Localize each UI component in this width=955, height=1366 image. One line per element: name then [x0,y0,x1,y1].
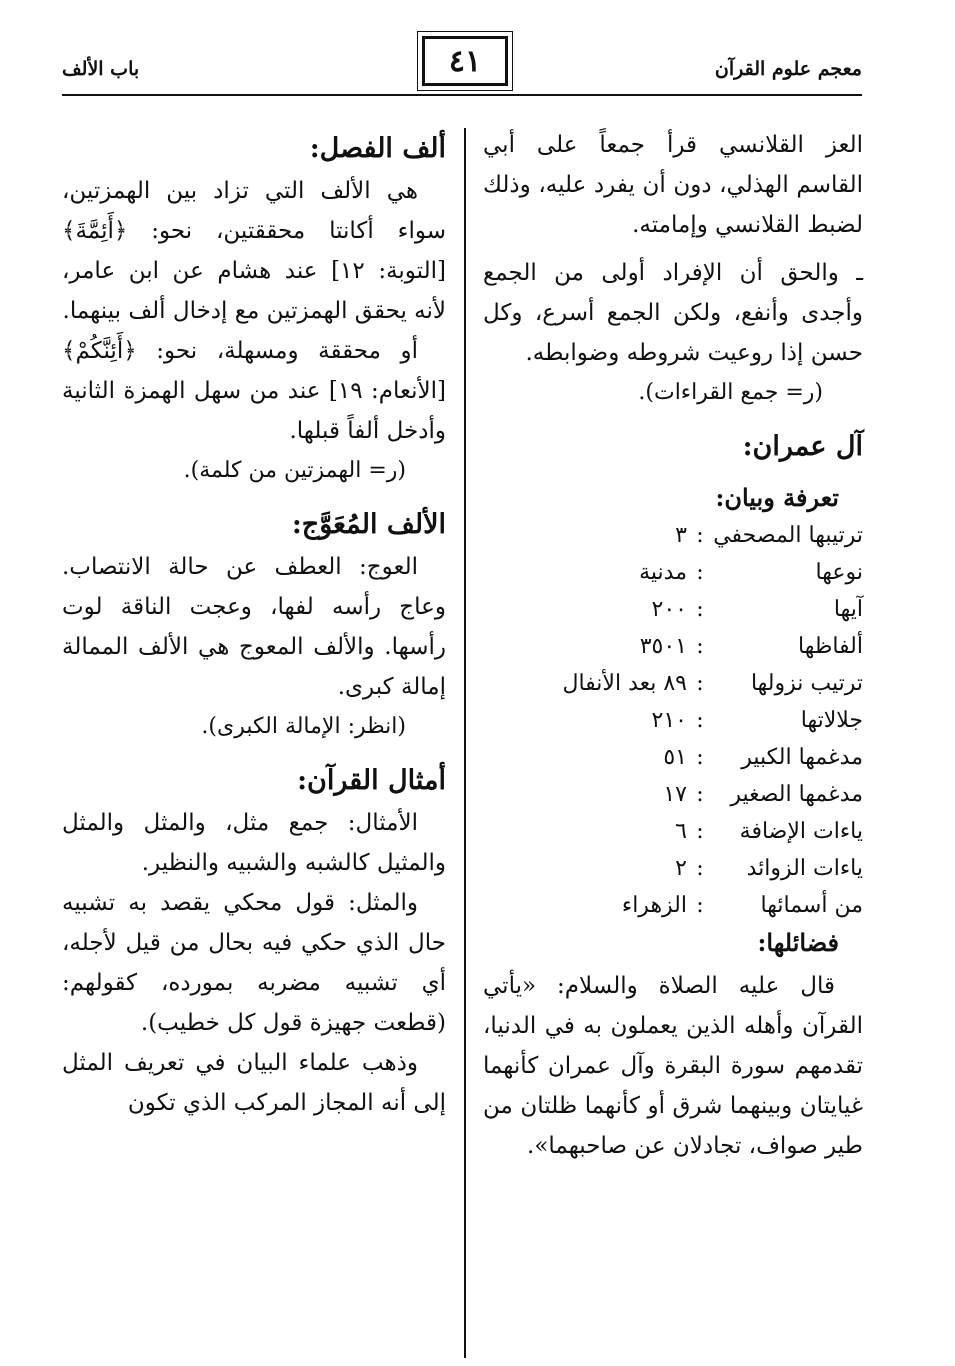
info-row [483,665,863,702]
entry-heading: أمثال القرآن: [297,765,446,796]
paragraph: والمثل: قول محكي يقصد به تشبيه حال الذي حكي فيه بحال من قيل لأجله، أي تشبيه مضربه بمورده، كقولهم: (قطعت جهيزة قول كل خطيب). [62,890,446,1036]
info-row [483,850,863,887]
info-row [483,739,863,776]
info-value: ١٧ [663,782,687,807]
info-separator: : [696,819,704,844]
info-row [483,554,863,591]
info-separator: : [696,745,704,770]
info-separator: : [696,560,704,585]
info-value: ٢ [675,856,687,881]
info-row [483,591,863,628]
entry-heading: ألف الفصل: [309,133,446,164]
info-key: ترتيبها المصحفي [713,523,863,548]
info-separator: : [696,782,704,807]
info-key: ياءات الزوائد [746,856,863,881]
info-separator: : [696,856,704,881]
info-separator: : [696,893,704,918]
paragraph: هي الألف التي تزاد بين الهمزتين، سواء أكانتا محققتين، نحو: ﴿أَئِمَّةَ﴾ [التوبة: ١٢] عند هشام عن ابن عامر، لأنه يحقق الهمزتين مع إدخال ألف بينهما. [62,178,446,324]
info-value: ٥١ [663,745,687,770]
info-key: مدغمها الكبير [741,745,863,770]
info-row [483,813,863,850]
info-row [483,628,863,665]
info-key: ياءات الإضافة [739,819,863,844]
cross-reference: (ر= الهمزتين من كلمة). [183,458,406,483]
entry-heading: آل عمران: [742,431,863,462]
paragraph: ـ والحق أن الإفراد أولى من الجمع وأجدى وأنفع، ولكن الجمع أسرع، وكل حسن إذا روعيت شروطه وضوابطه. [483,260,863,366]
chapter-title: باب الألف [62,58,140,80]
info-key: ألفاظها [797,634,863,659]
surah-info-table [483,517,863,924]
paragraph: العز القلانسي قرأ جمعاً على أبي القاسم الهذلي، دون أن يفرد عليه، وذلك لضبط القلانسي وإمامته. [483,132,863,238]
info-row [483,887,863,924]
info-key: ترتيب نزولها [750,671,863,696]
info-key: من أسمائها [760,893,863,918]
info-separator: : [696,597,704,622]
paragraph: العوج: العطف عن حالة الانتصاب. وعاج رأسه لفها، وعجت الناقة لوت رأسها. والألف المعوج هي الألف الممالة إمالة كبرى. [62,554,446,700]
info-separator: : [696,708,704,733]
info-key: آيها [833,597,863,622]
info-value: الزهراء [621,893,687,918]
info-separator: : [696,634,704,659]
info-separator: : [696,671,704,696]
page-number: ٤١ [422,36,508,86]
info-row [483,776,863,813]
paragraph: الأمثال: جمع مثل، والمثل والمثل والمثيل كالشبه والشبيه والنظير. [62,810,446,876]
book-title: معجم علوم القرآن [714,58,862,80]
info-separator: : [696,523,704,548]
info-value: ٢١٠ [651,708,687,733]
info-row [483,702,863,739]
page-header [62,28,862,88]
info-value: ٨٩ بعد الأنفال [562,671,687,696]
header-rule [62,94,862,96]
entry-heading: الألف المُعَوَّج: [291,509,446,540]
paragraph: أو محققة ومسهلة، نحو: ﴿أَئِنَّكُمْ﴾ [الأنعام: ١٩] عند من سهل الهمزة الثانية وأدخل ألفاً قبلها. [62,338,446,444]
info-value: مدنية [639,560,687,585]
paragraph: وذهب علماء البيان في تعريف المثل إلى أنه المجاز المركب الذي تكون [62,1050,446,1116]
right-column [483,125,863,1166]
info-value: ٣ [675,523,687,548]
info-key: جلالاتها [800,708,863,733]
left-column [62,125,446,1123]
info-key: نوعها [815,560,863,585]
cross-reference: (انظر: الإمالة الكبرى). [201,714,406,739]
section-subheading: فضائلها: [757,928,839,957]
info-key: مدغمها الصغير [730,782,863,807]
info-value: ٢٠٠ [651,597,687,622]
info-row [483,517,863,554]
cross-reference: (ر= جمع القراءات). [638,380,823,405]
info-value: ٦ [675,819,687,844]
paragraph: قال عليه الصلاة والسلام: «يأتي القرآن وأهله الذين يعملون به في الدنيا، تقدمهم سورة البقرة وآل عمران كأنهما غيايتان وبينهما شرق أو كأنهما ظلتان من طير صواف، تجادلان عن صاحبهما». [483,973,863,1159]
column-divider [464,128,466,1358]
info-value: ٣٥٠١ [639,634,687,659]
section-subheading: تعرفة وبيان: [715,483,839,512]
